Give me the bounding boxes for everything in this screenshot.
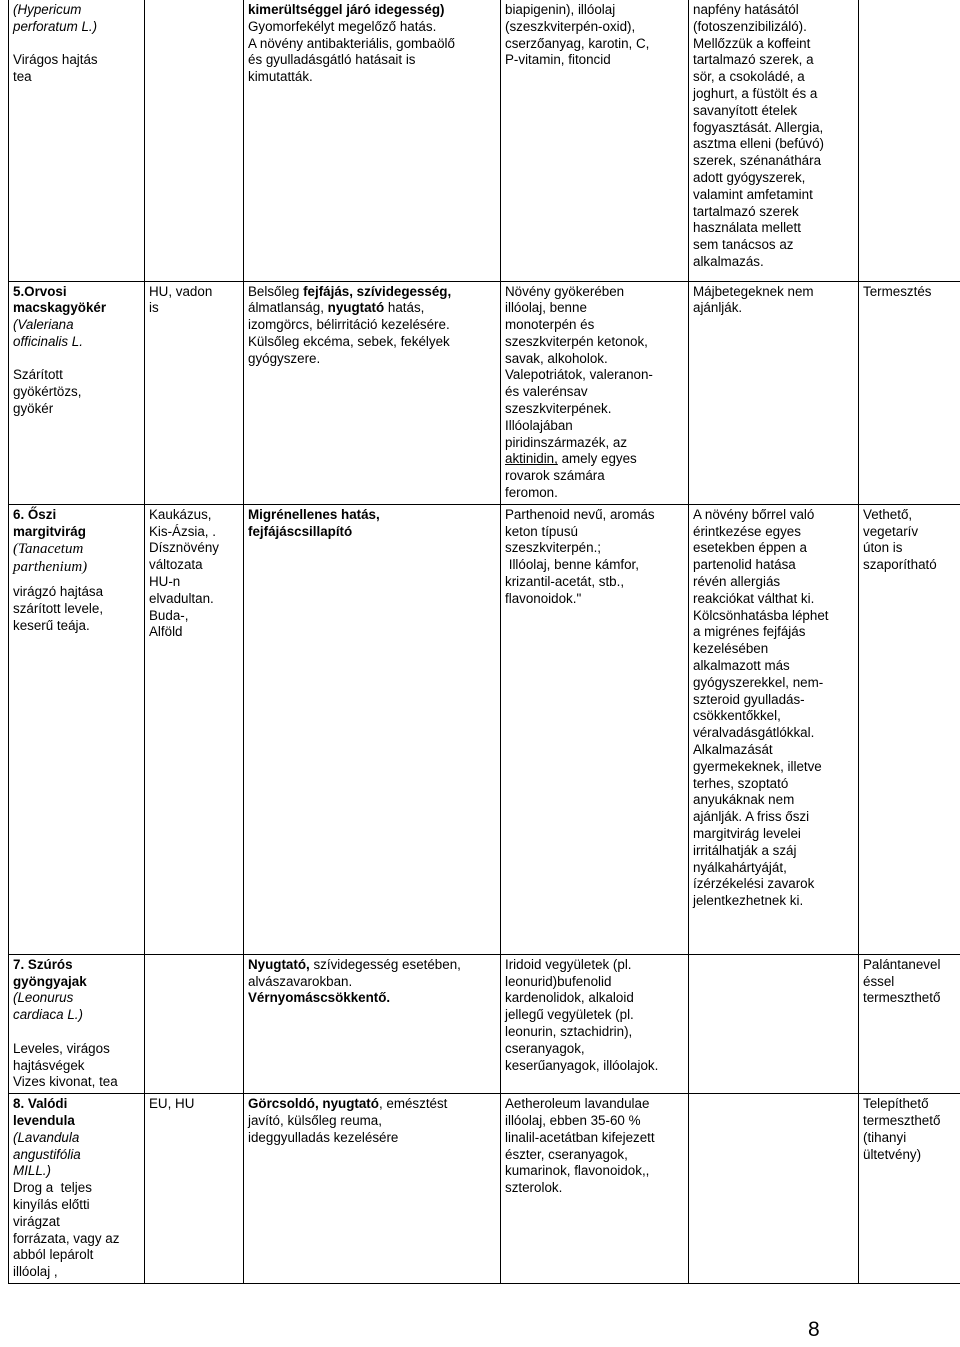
warning-line: véralvadásgátlókkal. [693,725,815,741]
table-row [9,1094,960,1284]
herb-name-cell [9,954,145,1093]
plant-part-line: Virágos hajtás [13,52,98,68]
latin-name-line: (Lavandula [13,1129,80,1145]
effect-line: ideggyulladás kezelésére [248,1129,399,1145]
warning-line: használata mellett [693,220,801,236]
warning-line: gyógyszerekkel, nem- [693,674,824,690]
compounds-cell [501,0,689,281]
warning-line: valamint amfetamint [693,186,813,202]
cultivation-line: vegetarív [863,523,919,539]
cultivation-line: Termesztés [863,283,932,299]
warning-line: irritálhatják a száj [693,842,797,858]
origin-cell [145,0,244,281]
warning-line: anyukáknak nem [693,792,795,808]
warning-line: csökkentőkkel, [693,708,781,724]
effect-line: gyógyszere. [248,350,321,366]
warning-cell [689,954,859,1093]
warning-line: partenolid hatása [693,557,796,573]
effect-line: kimutatták. [248,69,313,85]
warning-line: asztma elleni (befúvó) [693,136,824,152]
effect-line: A növény antibakteriális, gombaölő [248,35,455,51]
plant-part-line: keserű teája. [13,618,90,634]
effect-line: javító, külsőleg reuma, [248,1113,382,1129]
warning-line: ízérzékelési zavarok [693,876,815,892]
effect-line: Külsőleg ekcéma, sebek, fekélyek [248,333,450,349]
compound-line: aktinidin, amely egyes [505,451,637,467]
compound-line: cserzőanyag, karotin, C, [505,35,650,51]
plant-part-line: Leveles, virágos [13,1040,110,1056]
compound-line: P-vitamin, fitoncid [505,52,611,68]
latin-name-line: cardiaca L.) [13,1007,83,1023]
warning-line: alkalmazott más [693,658,790,674]
compound-line: (szeszkviterpén-oxid), [505,18,636,34]
compound-line: keserűanyagok, illóolajok. [505,1057,659,1073]
warning-line: nyálkahártyáját, [693,859,787,875]
effect-line: Belsőleg fejfájás, szívidegesség, [248,283,452,299]
warning-line: savanyított ételek [693,102,798,118]
herb-name: gyöngyajak [13,973,87,989]
origin-line: Dísznövény [149,540,219,556]
compound-line: Illóolaj, benne kámfor, [505,557,639,573]
plant-part-line: illóolaj , [13,1264,58,1280]
effect-cell [244,1094,501,1284]
table-row [9,954,960,1093]
cultivation-line: termeszthető [863,1113,941,1129]
effect-line: Görcsoldó, nyugtató, emésztést [248,1096,448,1112]
herb-name-cell [9,504,145,954]
effect-line: fejfájáscsillapító [248,523,353,539]
compound-line: észter, cseranyagok, [505,1146,628,1162]
warning-line: Kölcsönhatásba léphet [693,607,829,623]
warning-cell [689,504,859,954]
warning-line: jelentkezhetnek ki. [693,893,804,909]
origin-line: elvadultan. [149,590,214,606]
warning-line: margitvirág levelei [693,826,801,841]
warning-line: (fotoszenzibilizáló). [693,18,807,34]
plant-part-line: virágzó hajtása [13,584,104,600]
warning-line: gyermekeknek, illetve [693,758,822,774]
compound-line: cseranyagok, [505,1040,585,1056]
latin-name-line: (Hypericum [13,2,82,17]
cultivation-cell [859,281,960,504]
warning-line: a migrénes fejfájás [693,624,806,640]
plant-part-line: forrázata, vagy az [13,1230,120,1246]
latin-name-line: angustifólia [13,1146,81,1162]
effect-cell [244,0,501,281]
warning-line: Májbetegeknek nem [693,283,814,299]
warning-line: reakciókat válthat ki. [693,590,815,606]
effect-line: Nyugtató, szívidegesség esetében, [248,956,461,972]
compound-line: szeszkviterpén.; [505,540,602,556]
compounds-cell [501,504,689,954]
herbal-table-page [8,0,960,1284]
latin-name-line: (Valeriana [13,317,74,333]
plant-part-line: gyökér [13,401,54,417]
compound-line: szeszkviterpének. [505,401,612,417]
latin-name-line: perforatum L.) [13,18,98,34]
cultivation-line: Telepíthető [863,1096,929,1112]
origin-cell [145,954,244,1093]
warning-cell [689,0,859,281]
plant-part-line: kinyílás előtti [13,1197,90,1213]
compound-line: krizantil-acetát, stb., [505,574,625,590]
compounds-cell [501,954,689,1093]
compound-line: leonurid)bufenolid [505,973,612,989]
cultivation-cell [859,504,960,954]
herb-table [8,0,960,1284]
cultivation-line: szaporítható [863,557,937,573]
origin-line: HU, vadon [149,283,213,299]
plant-part-line: gyökértözs, [13,384,82,400]
herb-name-cell [9,0,145,281]
warning-line: adott gyógyszerek, [693,169,806,185]
compound-line: és valerénsav [505,384,588,400]
warning-line: révén allergiás [693,574,781,590]
warning-line: ajánlják. [693,300,743,316]
effect-cell [244,504,501,954]
warning-line: sem tanácsos az [693,237,794,253]
plant-part-line: szárított levele, [13,601,104,617]
compound-line: rovarok számára [505,468,605,484]
cultivation-cell [859,1094,960,1284]
compound-line: kardenolidok, alkaloid [505,990,634,1006]
compounds-cell [501,281,689,504]
compound-line: Aetheroleum lavandulae [505,1096,650,1112]
warning-line: ajánlják. A friss őszi [693,809,810,825]
compound-line: Illóolajában [505,417,573,433]
warning-line: szerek, szénanáthára [693,153,822,169]
warning-line: kezelésében [693,641,769,657]
origin-line: Kaukázus, [149,506,212,522]
cultivation-line: Palántanevel [863,956,941,972]
origin-line: Alföld [149,624,183,640]
warning-line: esetekben éppen a [693,540,807,556]
compound-line: szterolok. [505,1180,563,1196]
herb-name-cell [9,1094,145,1284]
compound-line: kumarinok, flavonoidok,, [505,1163,650,1179]
compound-line: biapigenin), illóolaj [505,2,616,17]
warning-line: szteroid gyulladás- [693,691,805,707]
compound-line: illóolaj, benne [505,300,587,316]
warning-line: joghurt, a füstölt és a [693,85,818,101]
effect-cell [244,954,501,1093]
latin-name-line: (Tanacetum [13,541,84,558]
origin-line: is [149,300,159,316]
compound-line: keton típusú [505,523,578,539]
effect-line: Vérnyomáscsökkentő. [248,990,391,1006]
herb-name: levendula [13,1113,75,1129]
compound-line: monoterpén és [505,317,595,333]
latin-name-line: MILL.) [13,1163,51,1179]
origin-cell [145,281,244,504]
warning-line: tartalmazó szerek, a [693,52,814,68]
warning-line: Alkalmazását [693,742,773,758]
warning-cell [689,1094,859,1284]
herb-number: 8. Valódi [13,1096,68,1112]
compound-line: feromon. [505,485,558,501]
warning-line: alkalmazás. [693,253,764,269]
compound-line: szeszkviterpén ketonok, [505,333,648,349]
compound-line: illóolaj, ebben 35-60 % [505,1113,641,1129]
cultivation-cell [859,0,960,281]
compound-line: leonurin, sztachidrin), [505,1024,633,1040]
latin-name-line: parthenium) [13,559,88,576]
warning-cell [689,281,859,504]
warning-line: napfény hatásától [693,2,799,17]
compound-line: Növény gyökerében [505,283,625,299]
herb-name: macskagyökér [13,300,107,316]
compound-line: Iridoid vegyületek (pl. [505,956,632,972]
plant-part-line: Vizes kivonat, tea [13,1074,118,1090]
warning-line: fogyasztását. Allergia, [693,119,824,135]
effect-line: kimerültséggel járó idegesség) [248,2,445,17]
warning-line: sör, a csokoládé, a [693,69,805,85]
plant-part-line: abból lepárolt [13,1247,94,1263]
plant-part-line: Szárított [13,367,63,383]
compound-line: piridinszármazék, az [505,434,628,450]
effect-line: álmatlanság, nyugtató hatás, [248,300,425,316]
origin-line: EU, HU [149,1096,195,1112]
compound-line: savak, alkoholok. [505,350,608,366]
compound-line: Parthenoid nevű, aromás [505,506,655,522]
cultivation-line: termeszthető [863,990,941,1006]
latin-name-line: (Leonurus [13,990,74,1006]
plant-part-line: hajtásvégek [13,1057,85,1073]
warning-line: érintkezése egyes [693,523,801,539]
cultivation-line: Vethető, [863,506,913,522]
herb-name-cell [9,281,145,504]
warning-line: A növény bőrrel való [693,506,815,522]
origin-line: Kis-Ázsia, . [149,523,216,539]
herb-name: margitvirág [13,523,86,539]
origin-line: változata [149,557,203,573]
effect-line: és gyulladásgátló hatásait is [248,52,416,68]
page-number: 8 [808,1318,820,1341]
cultivation-line: éssel [863,973,895,989]
compound-line: linalil-acetátban kifejezett [505,1129,655,1145]
effect-cell [244,281,501,504]
effect-line: izomgörcs, bélirritáció kezelésére. [248,317,450,333]
origin-line: Buda-, [149,607,189,623]
cultivation-line: ültetvény) [863,1146,922,1162]
table-row [9,504,960,954]
effect-line: alvászavarokban. [248,973,353,989]
origin-line: HU-n [149,574,181,590]
origin-cell [145,1094,244,1284]
plant-part-line: virágzat [13,1213,60,1229]
effect-line: Gyomorfekélyt megelőző hatás. [248,18,437,34]
plant-part-line: Drog a teljes [13,1180,92,1196]
warning-line: Mellőzzük a koffeint [693,35,811,51]
herb-number-name: 5.Orvosi [13,283,67,299]
warning-line: terhes, szoptató [693,775,789,791]
plant-part-line: tea [13,69,32,85]
origin-cell [145,504,244,954]
table-row [9,281,960,504]
warning-line: tartalmazó szerek [693,203,799,219]
cultivation-line: (tihanyi [863,1129,907,1145]
table-row [9,0,960,281]
latin-name-line: officinalis L. [13,333,83,349]
compound-line: Valepotriátok, valeranon- [505,367,653,383]
effect-line: Migrénellenes hatás, [248,506,380,522]
cultivation-cell [859,954,960,1093]
cultivation-line: úton is [863,540,903,556]
herb-number: 7. Szúrós [13,956,73,972]
compound-line: jellegű vegyületek (pl. [505,1007,634,1023]
compounds-cell [501,1094,689,1284]
compound-line: flavonoidok." [505,590,582,606]
herb-number: 6. Őszi [13,506,57,522]
